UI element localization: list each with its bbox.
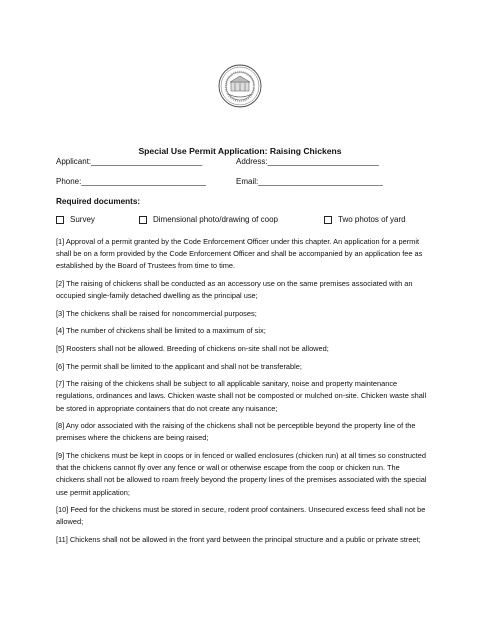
checkbox-coop-drawing[interactable] — [139, 216, 147, 224]
rule-item: [11] Chickens shall not be allowed in the front yard between the principal structure and a public or private street; — [56, 534, 421, 544]
checkbox-yard-photos[interactable] — [324, 216, 332, 224]
rule-item: [10] Feed for the chickens must be stored in secure, rodent proof containers. Unsecured excess feed shall not be allowed; — [56, 505, 426, 527]
document-label-yard-photos: Two photos of yard — [338, 215, 406, 224]
rule-item: [7] The raising of the chickens shall be subject to all applicable sanitary, noise and property maintenance regulations, ordinances and laws. Chicken waste shall not be composted or mulched on-site. Chicken waste shall be stored in appropriate containers that do not create any nuisance; — [56, 379, 427, 413]
page-title: Special Use Permit Application: Raising Chickens — [138, 146, 342, 156]
rule-item: [4] The number of chickens shall be limited to a maximum of six; — [56, 326, 266, 336]
applicant-field[interactable]: Applicant:_________________________ — [56, 157, 203, 166]
document-option-survey[interactable] — [56, 215, 95, 224]
permit-rules — [56, 236, 430, 552]
checkbox-survey[interactable] — [56, 216, 64, 224]
document-option-coop-drawing[interactable] — [139, 215, 278, 224]
document-option-yard-photos[interactable] — [324, 215, 406, 224]
municipal-seal-icon — [218, 64, 262, 108]
address-field[interactable]: Address:_________________________ — [236, 157, 379, 166]
rule-item: [5] Roosters shall not be allowed. Breeding of chickens on-site shall not be allowed; — [56, 343, 329, 353]
rule-item: [2] The raising of chickens shall be conducted as an accessory use on the same premises associated with an occupied single-family detached dwelling as the principal use; — [56, 279, 413, 301]
rule-item: [6] The permit shall be limited to the applicant and shall not be transferable; — [56, 361, 302, 371]
rule-item: [8] Any odor associated with the raising of the chickens shall not be perceptible beyond the property line of the premises where the chickens are being raised; — [56, 421, 416, 443]
email-field[interactable]: Email:____________________________ — [236, 177, 383, 186]
required-documents-heading: Required documents: — [56, 197, 141, 206]
document-label-coop-drawing: Dimensional photo/drawing of coop — [153, 215, 278, 224]
rule-item: [3] The chickens shall be raised for noncommercial purposes; — [56, 308, 257, 318]
document-label-survey: Survey — [70, 215, 95, 224]
phone-field[interactable]: Phone:____________________________ — [56, 177, 206, 186]
rule-item: [1] Approval of a permit granted by the Code Enforcement Officer under this chapter. An application for a permit shall be on a form provided by the Code Enforcement Officer and shall be accompanied by an application fee as established by the Board of Trustees from time to time. — [56, 237, 423, 271]
rule-item: [9] The chickens must be kept in coops or in fenced or walled enclosures (chicken run) at all times so constructed that the chickens cannot fly over any fence or wall or otherwise escape from the coop or chicken run. The chickens shall not be allowed to roam freely beyond the property lines of the premises associated with the special use permit application; — [56, 450, 427, 497]
